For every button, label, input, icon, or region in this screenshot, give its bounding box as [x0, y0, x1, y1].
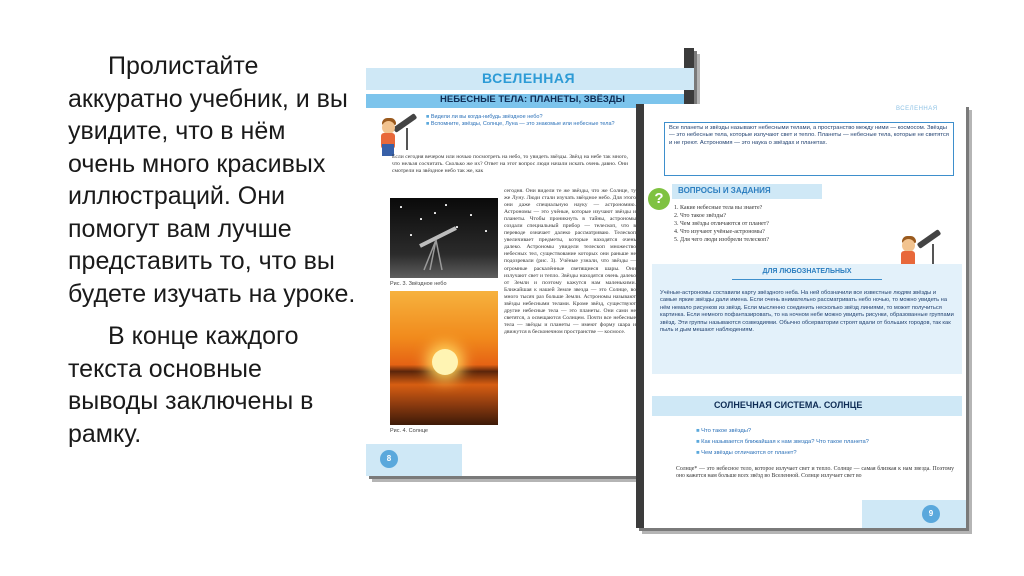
textbook-page-right: [636, 104, 966, 528]
astronomer-kid-illustration: [376, 110, 420, 154]
slide-text: [68, 50, 358, 450]
figure-caption: Рис. 3. Звёздное небо: [390, 281, 447, 287]
summary-box: Все планеты и звёзды называют небесными телами, а пространство между ними — космосом. Звёзды — это небесные тела, которые излучают свет и тепло. Планеты — небесные тела, которые не светятся и не греют. Астрономия — это наука о звёздах и планетах.: [664, 122, 954, 176]
warmup-question: ■ Вспомните, звёзды, Солнце, Луна — это знакомые или небесные тела?: [426, 121, 686, 128]
question-item: 4. Что изучают учёные-астрономы?: [674, 229, 765, 235]
page-footer: [366, 444, 462, 476]
telescope-silhouette: [390, 198, 498, 278]
question-item: 5. Для чего люди изобрели телескоп?: [674, 237, 769, 243]
chapter-header: [366, 68, 694, 90]
questions-list: [674, 204, 874, 244]
figure-caption: Рис. 4. Солнце: [390, 428, 428, 434]
solar-system-title: СОЛНЕЧНАЯ СИСТЕМА. СОЛНЦЕ: [714, 400, 863, 410]
questions-header: [672, 184, 822, 199]
running-header: ВСЕЛЕННАЯ: [896, 106, 938, 112]
page-footer: [862, 500, 966, 528]
question-item: 3. Чем звёзды отличаются от планет?: [674, 221, 769, 227]
solar-question: ■ Чем звёзды отличаются от планет?: [696, 448, 946, 459]
page-number: 8: [380, 450, 398, 468]
page-edge: [636, 104, 644, 528]
sunset-image: [390, 291, 498, 425]
question-item: 1. Какие небесные тела вы знаете?: [674, 205, 763, 211]
solar-question: ■ Что такое звёзды?: [696, 426, 946, 437]
starry-sky-image: [390, 198, 498, 278]
question-item: 2. Что такое звёзды?: [674, 213, 727, 219]
lesson-title: НЕБЕСНЫЕ ТЕЛА: ПЛАНЕТЫ, ЗВЁЗДЫ: [440, 94, 625, 105]
slide-paragraph-1: Пролистайте аккуратно учебник, и вы увидите, что в нём очень много красивых иллюстраций. Они помогут вам лучше представить то, что вы будете изучать на уроке.: [68, 52, 356, 308]
slide-paragraph-2: В конце каждого текста основные выводы заключены в рамку.: [68, 322, 314, 448]
curious-section: [652, 264, 962, 374]
warmup-question: ■ Видели ли вы когда-нибудь звёздное небо?: [426, 114, 686, 121]
solar-text: Солнце* — это небесное тело, которое излучает свет и тепло. Солнце — самая близкая к нам звезда. Поэтому оно кажется нам больше всех звёзд во Вселенной. Солнце излучает свет во: [676, 466, 954, 480]
solar-question: ■ Как называется ближайшая к нам звезда? Что такое планета?: [696, 437, 946, 448]
chapter-title: ВСЕЛЕННАЯ: [482, 70, 576, 86]
solar-system-header: [652, 396, 962, 416]
curious-title: ДЛЯ ЛЮБОЗНАТЕЛЬНЫХ: [732, 268, 882, 280]
solar-questions: [696, 426, 946, 459]
curious-text: Учёные-астрономы составили карту звёздного неба. На ней обозначили все известные людям звёзды и самые яркие звёзды дали имена. Если очень внимательно рассматривать небо ночью, то можно увидеть на нём немало рисунков из звёзд. Если мысленно соединить несколько звёзд линиями, то может получиться картинка. Если немного пофантазировать, то на ночном небе можно увидеть рисунки, образованные группами звёзд. Эти группы называются созвездиями. Обычно обсерватории строят вдали от больших городов, так как пыль и дым мешают наблюдениям.: [660, 290, 954, 334]
main-column-text: сегодня. Они видели те же звёзды, что же Солнце, ту же Луну. Люди стали изучать звёздное небо. Для этого они даже специальную науку — астрономию. Астрономы — это учёные, которые изучают звёзды и планеты. Чтобы проникнуть в тайны, астрономы создали специальный прибор — телескоп, что в переводе означает далеко рассматриваю. Телескоп увеличивает предметы, которые находятся очень далеко. Астрономы увидели телескоп множество небесных тел, существование которых они раньше не подозревали (рис. 3). Учёные узнали, что звёзды — огромные раскалённые светящиеся шары. Они излучают свет и тепло. Звёзды находятся очень далеко от Земли и поэтому кажутся нам маленькими. Ближайшая к нашей Земле звезда — это Солнце, во много тысяч раз больше Земли. Астрономы называют звёзды небесными телами. Кроме звёзд, существуют другие небесные тела — это планеты. Они сами не светятся, а освещаются Солнцем. Почти все небесные тела — звёзды и планеты — имеют форму шара и движутся в бесконечном пространстве — космосе.: [504, 188, 636, 335]
page-number: 9: [922, 505, 940, 523]
intro-text: Если сегодня вечером или ночью посмотреть на небо, то увидеть звёзды. Звёзд на небе так много, что нельзя сосчитать. Сколько же их? Ответ на этот вопрос люди начали искать очень давно. Они смотрели на звёздное небо так же, как: [392, 154, 628, 175]
questions-title: ВОПРОСЫ И ЗАДАНИЯ: [678, 186, 771, 195]
question-mark-icon: ?: [648, 188, 670, 210]
